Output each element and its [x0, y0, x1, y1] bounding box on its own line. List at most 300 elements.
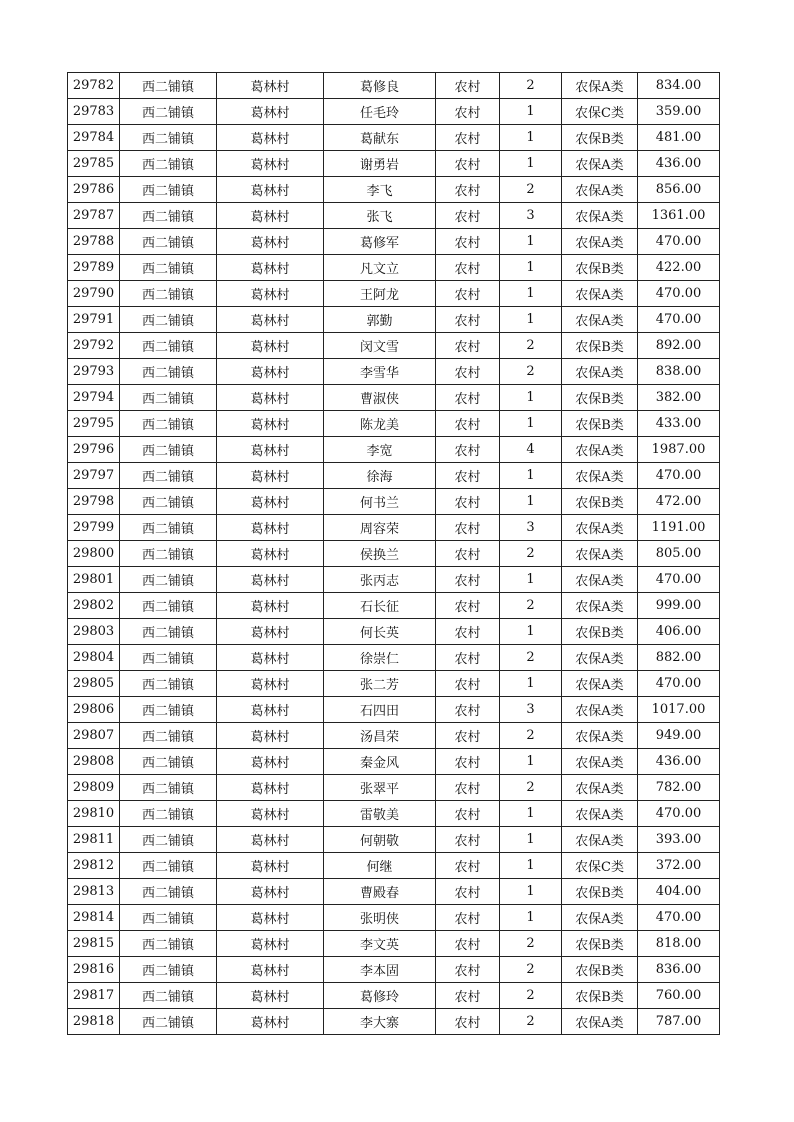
name-cell: 郭勤: [324, 307, 436, 333]
household-type-cell: 农村: [436, 749, 500, 775]
amount-cell: 470.00: [638, 307, 720, 333]
table-row: [68, 99, 720, 125]
town-cell: 西二铺镇: [120, 411, 217, 437]
record-id-cell: 29788: [68, 229, 120, 255]
town-cell: 西二铺镇: [120, 541, 217, 567]
category-cell: 农保A类: [562, 593, 638, 619]
name-cell: 石长征: [324, 593, 436, 619]
village-cell: 葛林村: [217, 1009, 324, 1035]
record-id-cell: 29786: [68, 177, 120, 203]
household-type-cell: 农村: [436, 983, 500, 1009]
village-cell: 葛林村: [217, 99, 324, 125]
household-type-cell: 农村: [436, 957, 500, 983]
member-count-cell: 1: [500, 463, 562, 489]
record-id-cell: 29783: [68, 99, 120, 125]
category-cell: 农保C类: [562, 853, 638, 879]
member-count-cell: 2: [500, 359, 562, 385]
village-cell: 葛林村: [217, 567, 324, 593]
category-cell: 农保B类: [562, 489, 638, 515]
name-cell: 凡文立: [324, 255, 436, 281]
household-type-cell: 农村: [436, 1009, 500, 1035]
table-row: [68, 73, 720, 99]
village-cell: 葛林村: [217, 619, 324, 645]
amount-cell: 892.00: [638, 333, 720, 359]
name-cell: 何长英: [324, 619, 436, 645]
amount-cell: 481.00: [638, 125, 720, 151]
record-id-cell: 29815: [68, 931, 120, 957]
village-cell: 葛林村: [217, 853, 324, 879]
amount-cell: 1017.00: [638, 697, 720, 723]
table-row: [68, 281, 720, 307]
town-cell: 西二铺镇: [120, 151, 217, 177]
member-count-cell: 2: [500, 931, 562, 957]
town-cell: 西二铺镇: [120, 203, 217, 229]
table-row: [68, 515, 720, 541]
household-type-cell: 农村: [436, 723, 500, 749]
household-type-cell: 农村: [436, 827, 500, 853]
table-row: [68, 437, 720, 463]
member-count-cell: 1: [500, 229, 562, 255]
table-row: [68, 671, 720, 697]
town-cell: 西二铺镇: [120, 879, 217, 905]
household-type-cell: 农村: [436, 567, 500, 593]
village-cell: 葛林村: [217, 593, 324, 619]
category-cell: 农保A类: [562, 307, 638, 333]
record-id-cell: 29793: [68, 359, 120, 385]
record-id-cell: 29787: [68, 203, 120, 229]
amount-cell: 999.00: [638, 593, 720, 619]
category-cell: 农保B类: [562, 983, 638, 1009]
record-id-cell: 29805: [68, 671, 120, 697]
amount-cell: 470.00: [638, 463, 720, 489]
member-count-cell: 2: [500, 983, 562, 1009]
name-cell: 李宽: [324, 437, 436, 463]
category-cell: 农保A类: [562, 567, 638, 593]
table-row: [68, 775, 720, 801]
name-cell: 侯换兰: [324, 541, 436, 567]
record-id-cell: 29792: [68, 333, 120, 359]
village-cell: 葛林村: [217, 489, 324, 515]
household-type-cell: 农村: [436, 203, 500, 229]
member-count-cell: 1: [500, 489, 562, 515]
village-cell: 葛林村: [217, 437, 324, 463]
town-cell: 西二铺镇: [120, 359, 217, 385]
table-row: [68, 723, 720, 749]
record-id-cell: 29785: [68, 151, 120, 177]
household-type-cell: 农村: [436, 905, 500, 931]
amount-cell: 382.00: [638, 385, 720, 411]
record-id-cell: 29816: [68, 957, 120, 983]
relief-roster-table: [67, 72, 720, 1035]
table-row: [68, 307, 720, 333]
member-count-cell: 2: [500, 73, 562, 99]
amount-cell: 359.00: [638, 99, 720, 125]
category-cell: 农保A类: [562, 541, 638, 567]
amount-cell: 834.00: [638, 73, 720, 99]
town-cell: 西二铺镇: [120, 437, 217, 463]
town-cell: 西二铺镇: [120, 931, 217, 957]
table-row: [68, 879, 720, 905]
table-row: [68, 385, 720, 411]
category-cell: 农保B类: [562, 125, 638, 151]
household-type-cell: 农村: [436, 853, 500, 879]
category-cell: 农保A类: [562, 515, 638, 541]
name-cell: 汤昌荣: [324, 723, 436, 749]
amount-cell: 470.00: [638, 229, 720, 255]
member-count-cell: 1: [500, 411, 562, 437]
member-count-cell: 1: [500, 749, 562, 775]
category-cell: 农保B类: [562, 879, 638, 905]
name-cell: 李大寨: [324, 1009, 436, 1035]
household-type-cell: 农村: [436, 645, 500, 671]
town-cell: 西二铺镇: [120, 671, 217, 697]
name-cell: 李飞: [324, 177, 436, 203]
household-type-cell: 农村: [436, 697, 500, 723]
member-count-cell: 1: [500, 125, 562, 151]
town-cell: 西二铺镇: [120, 645, 217, 671]
town-cell: 西二铺镇: [120, 827, 217, 853]
town-cell: 西二铺镇: [120, 307, 217, 333]
name-cell: 葛修玲: [324, 983, 436, 1009]
household-type-cell: 农村: [436, 229, 500, 255]
household-type-cell: 农村: [436, 385, 500, 411]
town-cell: 西二铺镇: [120, 801, 217, 827]
amount-cell: 856.00: [638, 177, 720, 203]
member-count-cell: 2: [500, 645, 562, 671]
amount-cell: 372.00: [638, 853, 720, 879]
record-id-cell: 29804: [68, 645, 120, 671]
category-cell: 农保B类: [562, 333, 638, 359]
record-id-cell: 29794: [68, 385, 120, 411]
member-count-cell: 2: [500, 957, 562, 983]
category-cell: 农保A类: [562, 1009, 638, 1035]
amount-cell: 838.00: [638, 359, 720, 385]
household-type-cell: 农村: [436, 801, 500, 827]
name-cell: 葛修军: [324, 229, 436, 255]
town-cell: 西二铺镇: [120, 489, 217, 515]
household-type-cell: 农村: [436, 619, 500, 645]
record-id-cell: 29818: [68, 1009, 120, 1035]
name-cell: 何书兰: [324, 489, 436, 515]
table-row: [68, 1009, 720, 1035]
amount-cell: 882.00: [638, 645, 720, 671]
household-type-cell: 农村: [436, 437, 500, 463]
record-id-cell: 29789: [68, 255, 120, 281]
name-cell: 王阿龙: [324, 281, 436, 307]
village-cell: 葛林村: [217, 203, 324, 229]
category-cell: 农保A类: [562, 801, 638, 827]
village-cell: 葛林村: [217, 151, 324, 177]
category-cell: 农保A类: [562, 73, 638, 99]
town-cell: 西二铺镇: [120, 775, 217, 801]
member-count-cell: 1: [500, 671, 562, 697]
town-cell: 西二铺镇: [120, 125, 217, 151]
amount-cell: 1191.00: [638, 515, 720, 541]
record-id-cell: 29813: [68, 879, 120, 905]
name-cell: 雷敬美: [324, 801, 436, 827]
table-row: [68, 541, 720, 567]
category-cell: 农保A类: [562, 775, 638, 801]
name-cell: 周容荣: [324, 515, 436, 541]
household-type-cell: 农村: [436, 359, 500, 385]
name-cell: 徐海: [324, 463, 436, 489]
amount-cell: 470.00: [638, 905, 720, 931]
town-cell: 西二铺镇: [120, 73, 217, 99]
record-id-cell: 29802: [68, 593, 120, 619]
town-cell: 西二铺镇: [120, 385, 217, 411]
village-cell: 葛林村: [217, 827, 324, 853]
category-cell: 农保B类: [562, 619, 638, 645]
village-cell: 葛林村: [217, 671, 324, 697]
member-count-cell: 2: [500, 541, 562, 567]
household-type-cell: 农村: [436, 775, 500, 801]
member-count-cell: 1: [500, 567, 562, 593]
record-id-cell: 29801: [68, 567, 120, 593]
name-cell: 张飞: [324, 203, 436, 229]
table-row: [68, 957, 720, 983]
name-cell: 谢勇岩: [324, 151, 436, 177]
name-cell: 葛修良: [324, 73, 436, 99]
member-count-cell: 1: [500, 801, 562, 827]
amount-cell: 470.00: [638, 801, 720, 827]
village-cell: 葛林村: [217, 229, 324, 255]
table-row: [68, 749, 720, 775]
category-cell: 农保A类: [562, 177, 638, 203]
record-id-cell: 29795: [68, 411, 120, 437]
member-count-cell: 1: [500, 385, 562, 411]
record-id-cell: 29814: [68, 905, 120, 931]
record-id-cell: 29790: [68, 281, 120, 307]
member-count-cell: 3: [500, 515, 562, 541]
village-cell: 葛林村: [217, 541, 324, 567]
name-cell: 李本固: [324, 957, 436, 983]
household-type-cell: 农村: [436, 307, 500, 333]
household-type-cell: 农村: [436, 931, 500, 957]
town-cell: 西二铺镇: [120, 957, 217, 983]
name-cell: 李雪华: [324, 359, 436, 385]
village-cell: 葛林村: [217, 411, 324, 437]
name-cell: 秦金风: [324, 749, 436, 775]
record-id-cell: 29799: [68, 515, 120, 541]
name-cell: 陈龙美: [324, 411, 436, 437]
member-count-cell: 1: [500, 307, 562, 333]
village-cell: 葛林村: [217, 723, 324, 749]
name-cell: 任毛玲: [324, 99, 436, 125]
amount-cell: 422.00: [638, 255, 720, 281]
household-type-cell: 农村: [436, 463, 500, 489]
amount-cell: 433.00: [638, 411, 720, 437]
village-cell: 葛林村: [217, 749, 324, 775]
name-cell: 何朝敬: [324, 827, 436, 853]
member-count-cell: 4: [500, 437, 562, 463]
village-cell: 葛林村: [217, 463, 324, 489]
amount-cell: 760.00: [638, 983, 720, 1009]
household-type-cell: 农村: [436, 151, 500, 177]
category-cell: 农保A类: [562, 697, 638, 723]
category-cell: 农保A类: [562, 671, 638, 697]
table-row: [68, 983, 720, 1009]
household-type-cell: 农村: [436, 489, 500, 515]
category-cell: 农保A类: [562, 359, 638, 385]
record-id-cell: 29809: [68, 775, 120, 801]
name-cell: 葛献东: [324, 125, 436, 151]
category-cell: 农保A类: [562, 827, 638, 853]
town-cell: 西二铺镇: [120, 749, 217, 775]
village-cell: 葛林村: [217, 775, 324, 801]
table-row: [68, 827, 720, 853]
name-cell: 何继: [324, 853, 436, 879]
town-cell: 西二铺镇: [120, 567, 217, 593]
category-cell: 农保A类: [562, 723, 638, 749]
category-cell: 农保A类: [562, 905, 638, 931]
household-type-cell: 农村: [436, 177, 500, 203]
amount-cell: 436.00: [638, 749, 720, 775]
category-cell: 农保A类: [562, 463, 638, 489]
record-id-cell: 29800: [68, 541, 120, 567]
household-type-cell: 农村: [436, 281, 500, 307]
amount-cell: 436.00: [638, 151, 720, 177]
name-cell: 李文英: [324, 931, 436, 957]
name-cell: 张翠平: [324, 775, 436, 801]
record-id-cell: 29810: [68, 801, 120, 827]
name-cell: 曹淑侠: [324, 385, 436, 411]
member-count-cell: 2: [500, 593, 562, 619]
member-count-cell: 1: [500, 827, 562, 853]
category-cell: 农保A类: [562, 437, 638, 463]
table-row: [68, 229, 720, 255]
record-id-cell: 29796: [68, 437, 120, 463]
record-id-cell: 29817: [68, 983, 120, 1009]
table-row: [68, 853, 720, 879]
member-count-cell: 1: [500, 151, 562, 177]
town-cell: 西二铺镇: [120, 1009, 217, 1035]
town-cell: 西二铺镇: [120, 229, 217, 255]
category-cell: 农保A类: [562, 749, 638, 775]
table-row: [68, 567, 720, 593]
village-cell: 葛林村: [217, 177, 324, 203]
amount-cell: 470.00: [638, 567, 720, 593]
village-cell: 葛林村: [217, 983, 324, 1009]
member-count-cell: 2: [500, 775, 562, 801]
town-cell: 西二铺镇: [120, 905, 217, 931]
village-cell: 葛林村: [217, 697, 324, 723]
amount-cell: 470.00: [638, 671, 720, 697]
table-row: [68, 463, 720, 489]
amount-cell: 406.00: [638, 619, 720, 645]
table-row: [68, 801, 720, 827]
amount-cell: 787.00: [638, 1009, 720, 1035]
amount-cell: 818.00: [638, 931, 720, 957]
table-row: [68, 151, 720, 177]
name-cell: 闵文雪: [324, 333, 436, 359]
town-cell: 西二铺镇: [120, 333, 217, 359]
member-count-cell: 3: [500, 203, 562, 229]
category-cell: 农保B类: [562, 931, 638, 957]
town-cell: 西二铺镇: [120, 697, 217, 723]
record-id-cell: 29798: [68, 489, 120, 515]
table-row: [68, 619, 720, 645]
table-row: [68, 411, 720, 437]
amount-cell: 805.00: [638, 541, 720, 567]
record-id-cell: 29782: [68, 73, 120, 99]
amount-cell: 836.00: [638, 957, 720, 983]
record-id-cell: 29784: [68, 125, 120, 151]
town-cell: 西二铺镇: [120, 281, 217, 307]
category-cell: 农保A类: [562, 229, 638, 255]
amount-cell: 1361.00: [638, 203, 720, 229]
household-type-cell: 农村: [436, 333, 500, 359]
household-type-cell: 农村: [436, 73, 500, 99]
member-count-cell: 3: [500, 697, 562, 723]
household-type-cell: 农村: [436, 515, 500, 541]
category-cell: 农保B类: [562, 957, 638, 983]
table-row: [68, 333, 720, 359]
member-count-cell: 2: [500, 723, 562, 749]
record-id-cell: 29806: [68, 697, 120, 723]
village-cell: 葛林村: [217, 307, 324, 333]
category-cell: 农保B类: [562, 385, 638, 411]
category-cell: 农保A类: [562, 281, 638, 307]
table-row: [68, 359, 720, 385]
member-count-cell: 1: [500, 905, 562, 931]
household-type-cell: 农村: [436, 593, 500, 619]
table-row: [68, 489, 720, 515]
town-cell: 西二铺镇: [120, 255, 217, 281]
record-id-cell: 29797: [68, 463, 120, 489]
household-type-cell: 农村: [436, 541, 500, 567]
table-row: [68, 255, 720, 281]
name-cell: 徐崇仁: [324, 645, 436, 671]
village-cell: 葛林村: [217, 385, 324, 411]
town-cell: 西二铺镇: [120, 723, 217, 749]
town-cell: 西二铺镇: [120, 515, 217, 541]
member-count-cell: 1: [500, 99, 562, 125]
table-row: [68, 125, 720, 151]
amount-cell: 949.00: [638, 723, 720, 749]
table-row: [68, 697, 720, 723]
table-row: [68, 931, 720, 957]
town-cell: 西二铺镇: [120, 177, 217, 203]
town-cell: 西二铺镇: [120, 593, 217, 619]
village-cell: 葛林村: [217, 645, 324, 671]
household-type-cell: 农村: [436, 879, 500, 905]
village-cell: 葛林村: [217, 359, 324, 385]
village-cell: 葛林村: [217, 879, 324, 905]
village-cell: 葛林村: [217, 931, 324, 957]
town-cell: 西二铺镇: [120, 853, 217, 879]
village-cell: 葛林村: [217, 255, 324, 281]
member-count-cell: 1: [500, 619, 562, 645]
amount-cell: 404.00: [638, 879, 720, 905]
name-cell: 石四田: [324, 697, 436, 723]
category-cell: 农保B类: [562, 255, 638, 281]
member-count-cell: 2: [500, 1009, 562, 1035]
record-id-cell: 29808: [68, 749, 120, 775]
name-cell: 曹殿春: [324, 879, 436, 905]
amount-cell: 472.00: [638, 489, 720, 515]
record-id-cell: 29811: [68, 827, 120, 853]
town-cell: 西二铺镇: [120, 619, 217, 645]
table-row: [68, 905, 720, 931]
household-type-cell: 农村: [436, 125, 500, 151]
record-id-cell: 29812: [68, 853, 120, 879]
amount-cell: 470.00: [638, 281, 720, 307]
name-cell: 张明侠: [324, 905, 436, 931]
village-cell: 葛林村: [217, 125, 324, 151]
table-row: [68, 593, 720, 619]
record-id-cell: 29807: [68, 723, 120, 749]
table-row: [68, 177, 720, 203]
